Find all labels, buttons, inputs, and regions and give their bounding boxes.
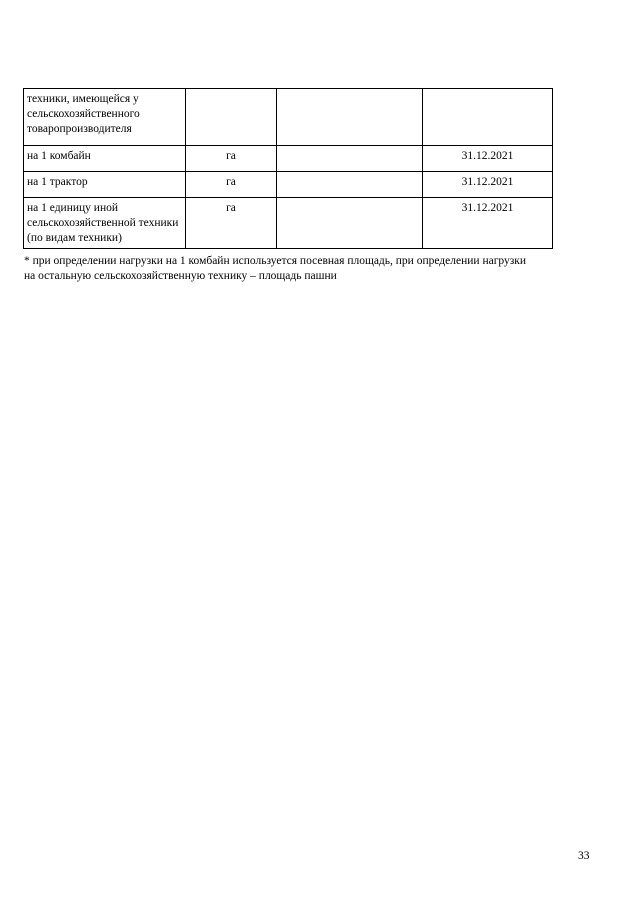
footnote-line: на остальную сельскохозяйственную технику – площадь пашни — [24, 270, 337, 282]
table-cell-value — [277, 146, 423, 172]
table-cell-date: 31.12.2021 — [423, 198, 553, 249]
table-cell-unit: га — [186, 198, 277, 249]
table-row — [24, 146, 553, 172]
indicator-table — [23, 88, 553, 249]
table-cell-indicator: на 1 трактор — [24, 172, 186, 198]
table-cell-indicator: на 1 единицу иной сельскохозяйственной техники (по видам техники) — [24, 198, 186, 249]
page-number: 33 — [578, 850, 590, 862]
table-row — [24, 198, 553, 249]
table-row — [24, 89, 553, 146]
table-cell-value — [277, 89, 423, 146]
table-cell-date — [423, 89, 553, 146]
table-cell-indicator: на 1 комбайн — [24, 146, 186, 172]
table-cell-unit — [186, 89, 277, 146]
table-cell-unit: га — [186, 172, 277, 198]
table-cell-value — [277, 198, 423, 249]
table-cell-value — [277, 172, 423, 198]
table-cell-indicator: техники, имеющейся у сельскохозяйственного товаропроизводителя — [24, 89, 186, 146]
table-cell-unit: га — [186, 146, 277, 172]
footnote-line: * при определении нагрузки на 1 комбайн используется посевная площадь, при определении нагрузки — [24, 255, 527, 267]
table-cell-date: 31.12.2021 — [423, 146, 553, 172]
table-cell-date: 31.12.2021 — [423, 172, 553, 198]
table-row — [24, 172, 553, 198]
footnote — [24, 254, 604, 284]
